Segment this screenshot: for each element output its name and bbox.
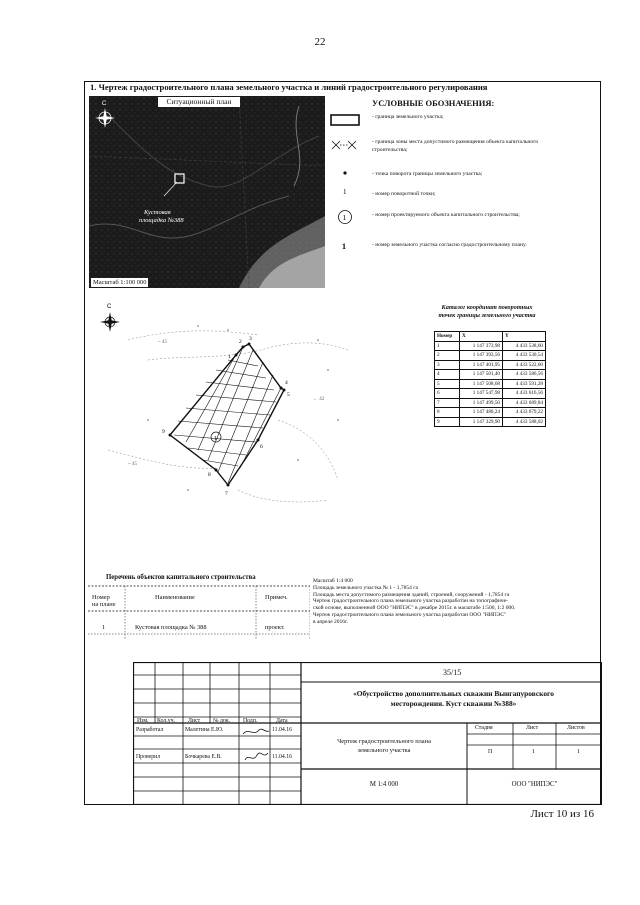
table-cell: 4 433 616,56: [503, 389, 546, 399]
situation-plan-map: [89, 96, 325, 288]
drawing-title: 1. Чертеж градостроительного плана земельного участка и линий градостроительного регулирования: [90, 82, 488, 92]
stamp-list-value: 1: [532, 749, 535, 755]
stamp-stage-header: Стадия: [475, 725, 493, 731]
table-cell: 4 433 586,56: [503, 370, 546, 380]
plan-north-label: С: [107, 304, 112, 310]
note-author-1: Чертеж градостроительного плана земельного участка разработан ООО "НИПЭС": [313, 611, 507, 618]
table-header-x: X: [460, 332, 503, 342]
point-label-1: 1: [228, 354, 231, 360]
situation-site-label-1: Кустовая: [144, 209, 171, 216]
table-cell: 3: [435, 360, 460, 370]
note-area-zone: Площадь места допустимого размещения зданий, строений, сооружений - 1,7854 га: [313, 591, 510, 598]
stamp-project-title: [305, 689, 602, 709]
note-topo-2: ской основе, выполненной ООО "НИПЭС" в декабре 2015г. в масштабе 1:500, 1:2 000.: [313, 605, 516, 612]
stamp-project-line1: «Обустройство дополнительных скважин Вынгапуровского: [353, 689, 554, 698]
table-cell: 2: [435, 351, 460, 361]
stamp-col-podp: Подп.: [243, 718, 258, 724]
drawing-notes: [313, 578, 583, 626]
objects-header-name: Наименование: [155, 594, 195, 601]
stamp-col-data: Дата: [276, 718, 288, 724]
objects-row-note: проект.: [265, 624, 285, 631]
table-cell: 4 433 591,28: [503, 379, 546, 389]
table-row: [435, 351, 546, 361]
situation-map-graphic: [89, 96, 325, 288]
table-cell: 1 147 373,98: [460, 341, 503, 351]
catalog-title-line1: Каталог координат поворотных: [441, 304, 533, 311]
note-topo-1: Чертеж градостроительного плана земельного участка разработан на топографиче-: [313, 598, 508, 605]
table-cell: 1 147 393,56: [460, 351, 503, 361]
table-cell: 1 147 401,95: [460, 360, 503, 370]
sheet-footer: Лист 10 из 16: [530, 808, 594, 820]
stamp-doc-title: [301, 737, 467, 755]
table-cell: 4 433 530,54: [503, 351, 546, 361]
legend-item-zone: - граница зоны места допустимого размещения объекта капитального строительства;: [372, 139, 539, 153]
stamp-col-izm: Изм.: [137, 718, 149, 724]
point-label-5: 5: [287, 392, 290, 398]
legend-item-point-number: - номер поворотной точки;: [372, 191, 436, 197]
plot-hatching: [174, 347, 281, 483]
objects-header-number: [92, 594, 116, 608]
table-cell: 1 147 547,98: [460, 389, 503, 399]
table-cell: 4 433 679,22: [503, 408, 546, 418]
stamp-col-list: Лист: [188, 718, 201, 724]
table-cell: 1 147 499,50: [460, 398, 503, 408]
point-label-2: 2: [239, 339, 242, 345]
table-cell: 4: [435, 370, 460, 380]
stamp-date-developer: 11.04.16: [272, 727, 293, 733]
page-number: 22: [314, 36, 326, 48]
table-cell: 1 147 501,40: [460, 370, 503, 380]
table-cell: 1 147 329,90: [460, 417, 503, 427]
table-cell: 4 433 689,84: [503, 398, 546, 408]
table-cell: 6: [435, 389, 460, 399]
table-cell: 1 147 480,24: [460, 408, 503, 418]
table-row: [435, 408, 546, 418]
legend-plot-number-symbol: 1: [342, 242, 346, 251]
coordinates-table: [434, 331, 546, 427]
objects-header-note: Примеч.: [265, 594, 288, 601]
stamp-col-koluch: Кол.уч.: [157, 718, 176, 724]
stamp-stage-value: П: [488, 749, 493, 755]
plan-compass: [100, 312, 120, 332]
objects-header-number-line2: на плане: [92, 601, 116, 608]
stamp-company: ООО "НИПЭС": [511, 781, 558, 788]
table-header-number: Номер: [435, 332, 460, 342]
objects-header-number-line1: Номер: [92, 594, 110, 601]
situation-scale-label: Масштаб 1:100 000: [93, 279, 147, 286]
point-label-6: 6: [260, 444, 263, 450]
table-cell: 8: [435, 408, 460, 418]
stamp-name-checker: Бочкарева Е.В.: [185, 754, 222, 760]
topo-mark-3: ← 42: [313, 397, 325, 402]
situation-site-label-2: площадка №388: [139, 217, 184, 224]
table-cell: 9: [435, 417, 460, 427]
objects-list-title: Перечень объектов капитального строительства: [106, 574, 256, 581]
title-block: [133, 662, 602, 805]
legend-item-turn-point: - точка поворота границы земельного участка;: [372, 171, 483, 177]
stamp-col-ndok: № док.: [213, 718, 231, 724]
objects-row-name: Кустовая площадка № 388: [135, 624, 207, 631]
stamp-code: 35/15: [443, 668, 462, 677]
table-row: [435, 370, 546, 380]
stamp-date-checker: 11.04.16: [272, 754, 293, 760]
objects-table-lines: [88, 584, 310, 644]
point-label-9: 9: [162, 429, 165, 435]
objects-row-number: 1: [102, 624, 106, 631]
signature-marks: [241, 725, 271, 765]
situation-plan-label: Ситуационный план: [158, 97, 240, 107]
table-cell: 5: [435, 379, 460, 389]
table-header-y: Y: [503, 332, 546, 342]
stamp-doc-title-line1: Чертеж градостроительного плана: [337, 738, 431, 745]
note-area-plot: Площадь земельного участка № 1 - 1,7854 га: [313, 584, 418, 591]
legend-title: УСЛОВНЫЕ ОБОЗНАЧЕНИЯ:: [372, 98, 495, 108]
table-cell: 1: [435, 341, 460, 351]
stamp-role-developer: Разработал: [136, 727, 164, 733]
stamp-name-developer: Малетина Е.Ю.: [185, 727, 224, 733]
legend-item-plot-number: - номер земельного участка согласно градостроительному плану.: [372, 242, 527, 248]
stamp-scale: М 1:4 000: [369, 781, 399, 788]
legend-symbols: [328, 110, 373, 260]
compass-north-label: С: [102, 101, 107, 107]
legend-item-object-number: - номер проектируемого объекта капитального строительства;: [372, 212, 520, 218]
point-label-4: 4: [285, 380, 288, 386]
note-scale: Масштаб 1:4 000: [313, 578, 353, 584]
stamp-lists-header: Листов: [567, 725, 585, 731]
topo-mark-2: ~ 45: [128, 462, 137, 467]
table-cell: 4 433 588,02: [503, 417, 546, 427]
stamp-list-header: Лист: [526, 725, 539, 731]
table-cell: 7: [435, 398, 460, 408]
note-author-2: в апреле 2016г.: [313, 618, 349, 625]
legend-object-number-text: 1: [342, 213, 347, 222]
legend-item-boundary: - граница земельного участка;: [372, 114, 444, 120]
topo-mark-1: ~ 45: [158, 340, 167, 345]
catalog-title: [412, 304, 562, 320]
table-cell: 4 433 522,60: [503, 360, 546, 370]
table-cell: 4 433 538,60: [503, 341, 546, 351]
table-row: [435, 398, 546, 408]
table-row: [435, 417, 546, 427]
plan-object-label: 1: [214, 436, 217, 442]
table-header-row: [435, 332, 546, 342]
table-row: [435, 389, 546, 399]
legend-boundary-symbol: [331, 115, 359, 125]
point-label-8: 8: [208, 472, 211, 478]
stamp-project-line2: месторождения. Куст скважин №388»: [390, 699, 517, 708]
stamp-role-checker: Проверил: [136, 754, 161, 760]
stamp-doc-title-line2: земельного участка: [357, 747, 411, 754]
table-cell: 1 147 508,68: [460, 379, 503, 389]
legend-turn-point-symbol: [343, 171, 346, 174]
point-label-7: 7: [225, 491, 228, 497]
table-row: [435, 379, 546, 389]
stamp-lists-value: 1: [577, 749, 580, 755]
legend-point-number-symbol: 1: [343, 188, 347, 196]
point-label-3: 3: [249, 336, 252, 342]
legend-zone-symbol: [332, 141, 356, 149]
table-row: [435, 360, 546, 370]
catalog-title-line2: точек границы земельного участка: [438, 312, 536, 319]
table-row: [435, 341, 546, 351]
site-plan-drawing: [88, 300, 418, 520]
